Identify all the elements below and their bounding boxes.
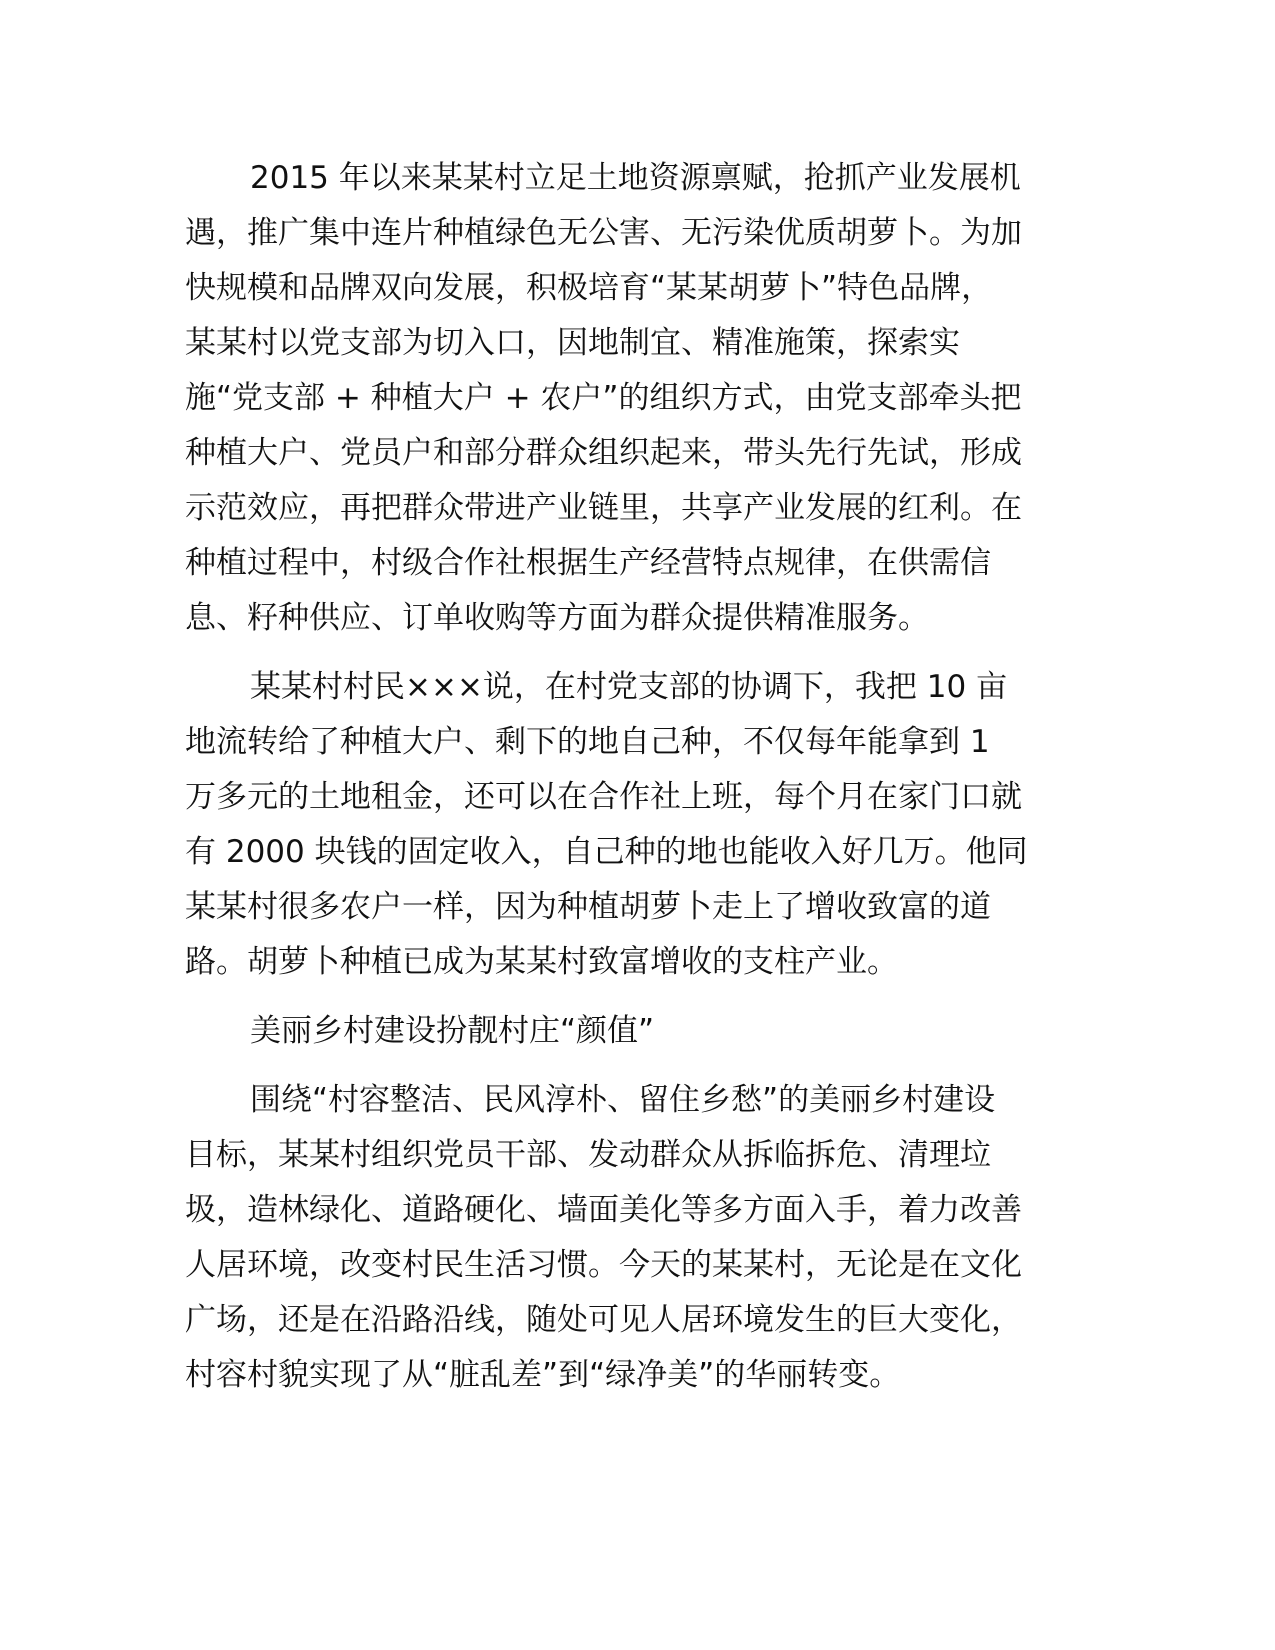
paragraph-line: 某某村以党支部为切入口，因地制宜、精准施策，探索实: [185, 325, 960, 361]
paragraph-line: 广场，还是在沿路沿线，随处可见人居环境发生的巨大变化，: [185, 1302, 1022, 1338]
paragraph-line: 种植过程中，村级合作社根据生产经营特点规律，在供需信: [185, 545, 991, 581]
paragraph-line: 某某村村民×××说，在村党支部的协调下，我把 10 亩: [250, 669, 1008, 705]
paragraph-line: 地流转给了种植大户、剩下的地自己种，不仅每年能拿到 1: [185, 724, 990, 760]
paragraph-line: 村容村貌实现了从“脏乱差”到“绿净美”的华丽转变。: [185, 1357, 901, 1393]
paragraph-line: 2015 年以来某某村立足土地资源禀赋，抢抓产业发展机: [250, 160, 1021, 196]
section-heading: 美丽乡村建设扮靓村庄“颜值”: [250, 1013, 655, 1049]
paragraph-line: 目标，某某村组织党员干部、发动群众从拆临拆危、清理垃: [185, 1137, 991, 1173]
paragraph-line: 快规模和品牌双向发展，积极培育“某某胡萝卜”特色品牌，: [185, 270, 993, 306]
paragraph-line: 圾，造林绿化、道路硬化、墙面美化等多方面入手，着力改善: [185, 1192, 1022, 1228]
paragraph-line: 路。胡萝卜种植已成为某某村致富增收的支柱产业。: [185, 944, 898, 980]
paragraph-line: 遇，推广集中连片种植绿色无公害、无污染优质胡萝卜。为加: [185, 215, 1022, 251]
paragraph-line: 万多元的土地租金，还可以在合作社上班，每个月在家门口就: [185, 779, 1022, 815]
paragraph-line: 息、籽种供应、订单收购等方面为群众提供精准服务。: [185, 600, 929, 636]
paragraph-line: 种植大户、党员户和部分群众组织起来，带头先行先试，形成: [185, 435, 1022, 471]
paragraph-line: 围绕“村容整洁、民风淳朴、留住乡愁”的美丽乡村建设: [250, 1082, 996, 1118]
paragraph-line: 某某村很多农户一样，因为种植胡萝卜走上了增收致富的道: [185, 889, 991, 925]
paragraph-line: 有 2000 块钱的固定收入，自己种的地也能收入好几万。他同: [185, 834, 1028, 870]
paragraph-line: 施“党支部 + 种植大户 + 农户”的组织方式，由党支部牵头把: [185, 380, 1022, 416]
paragraph-line: 人居环境，改变村民生活习惯。今天的某某村，无论是在文化: [185, 1247, 1022, 1283]
paragraph-line: 示范效应，再把群众带进产业链里，共享产业发展的红利。在: [185, 490, 1022, 526]
